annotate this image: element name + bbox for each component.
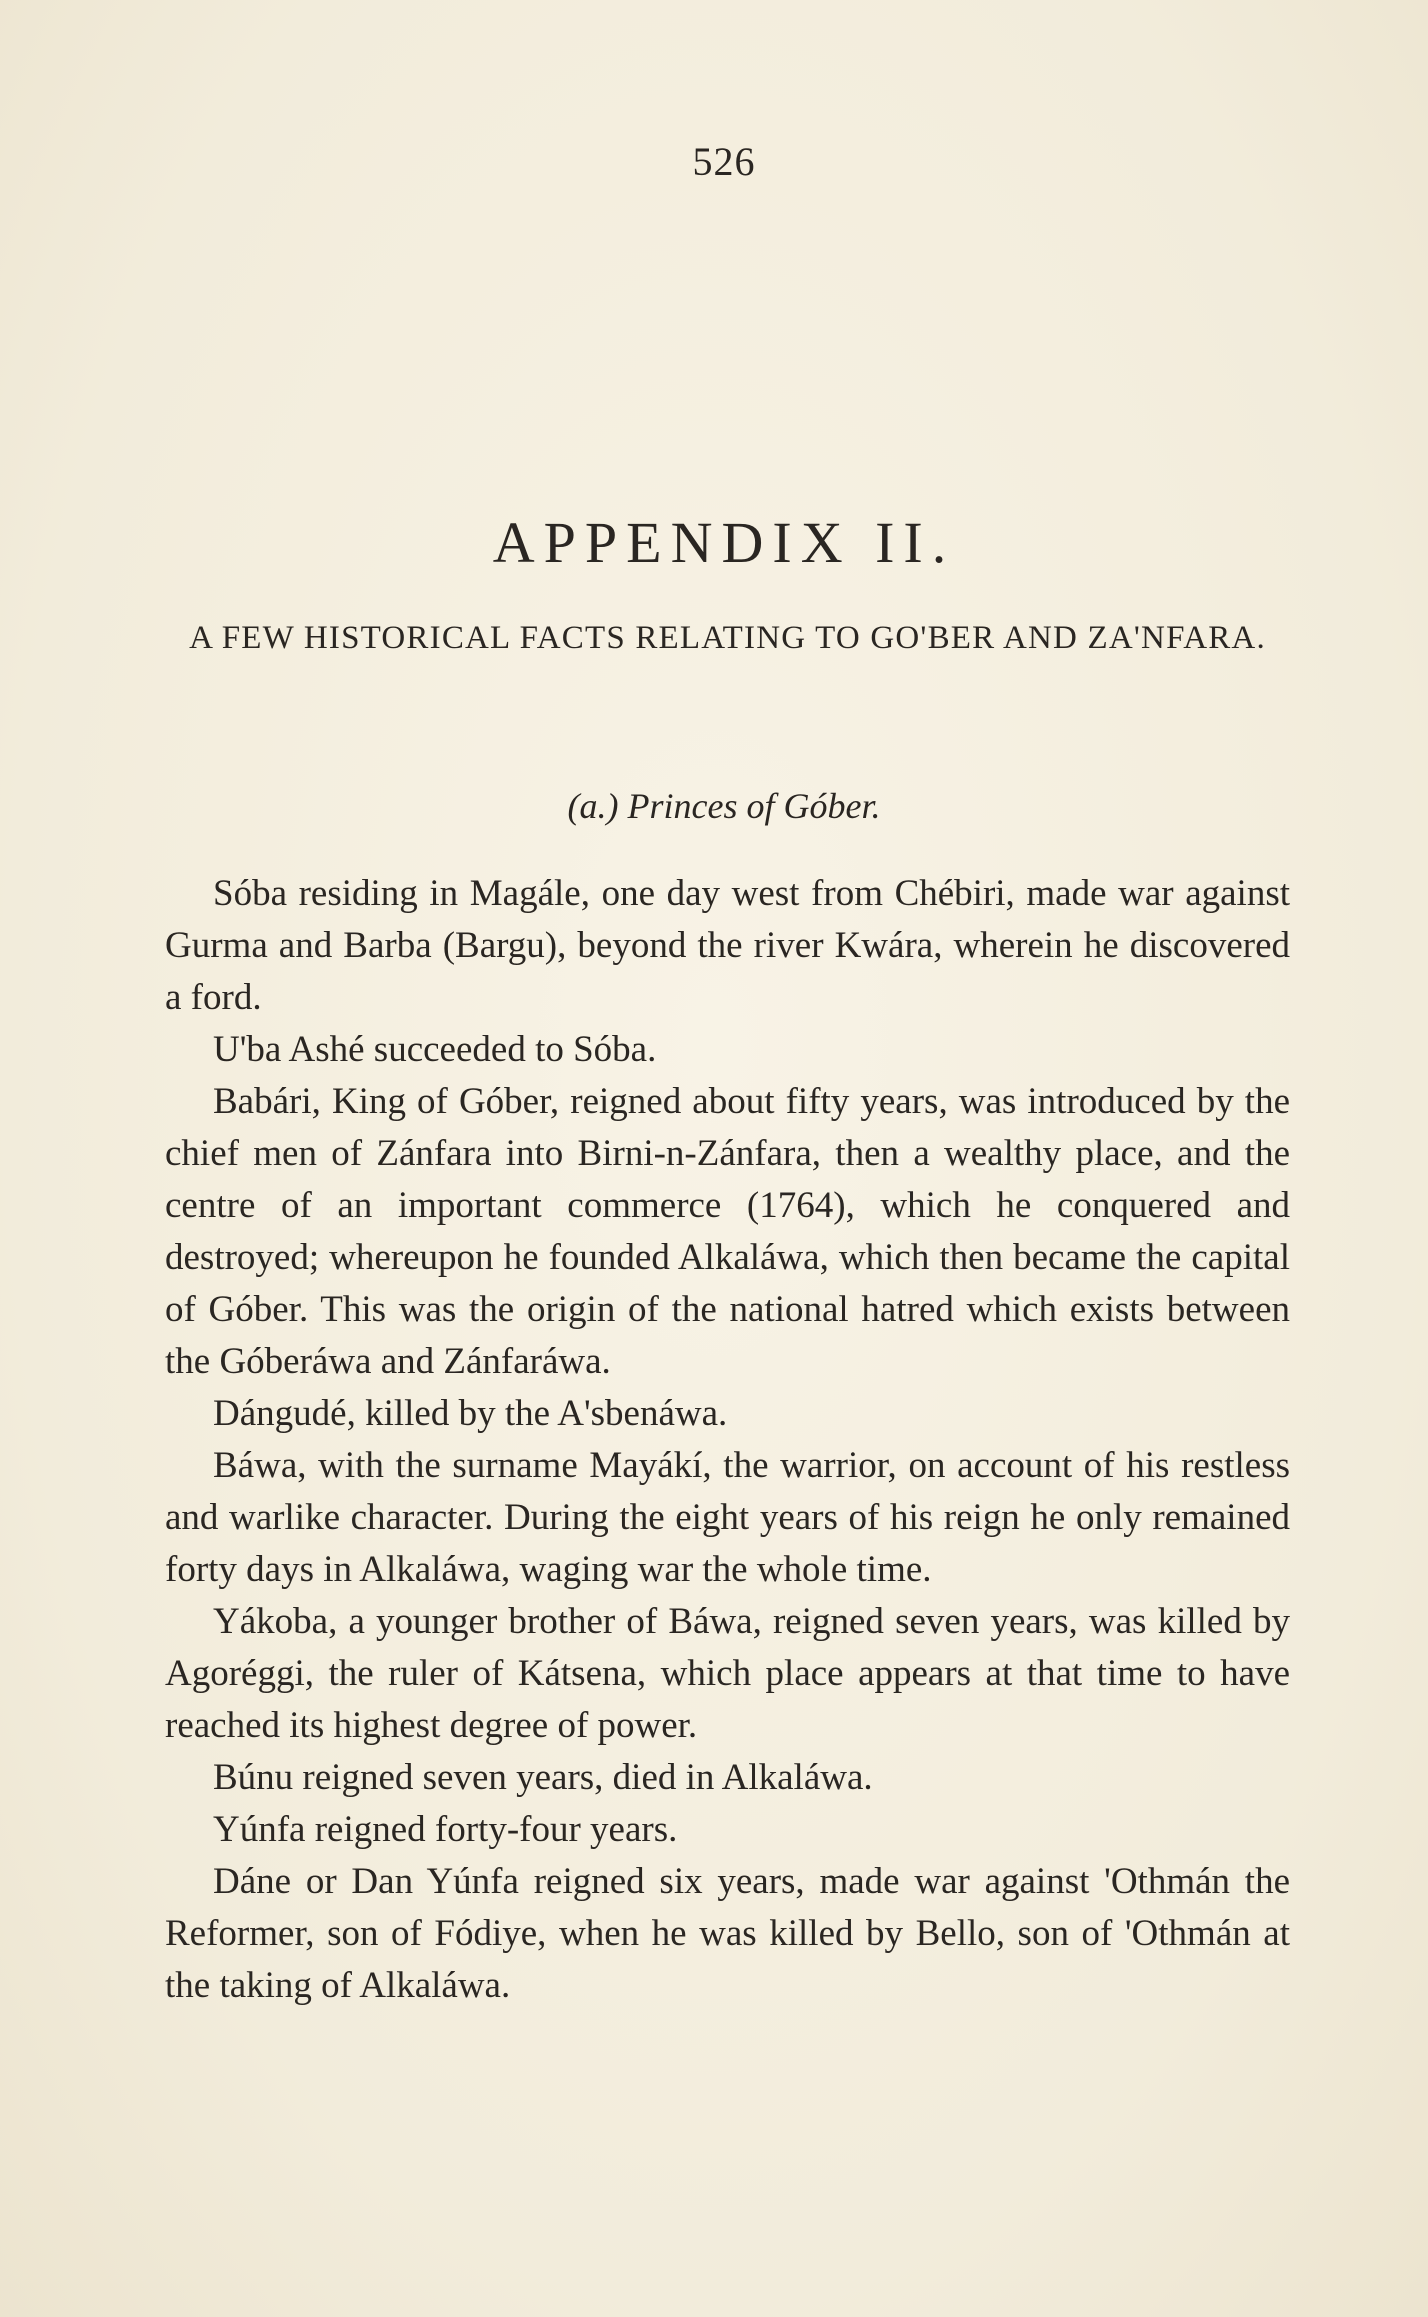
paragraph-yakoba: Yákoba, a younger brother of Báwa, reigned seven years, was killed by Agoréggi, the ruler of Kátsena, which place appears at that time to have reached its highest degree of power. [165,1601,1290,1746]
paragraph-dane: Dáne or Dan Yúnfa reigned six years, made war against 'Othmán the Reformer, son of Fódiye, when he was killed by Bello, son of 'Othmán at the taking of Alkaláwa. [165,1861,1290,2006]
section-heading: (a.) Princes of Góber. [567,786,881,826]
paragraph-babari: Babári, King of Góber, reigned about fifty years, was introduced by the chief men of Zánfara into Birni-n-Zánfara, then a wealthy place, and the centre of an important commerce (1764), which he conquered and destroyed; whereupon he founded Alkaláwa, which then became the capital of Góber. This was the origin of the national hatred which exists between the Góberáwa and Zánfaráwa. [165,1081,1290,1382]
paragraph-yunfa: Yúnfa reigned forty-four years. [213,1809,678,1850]
paragraph-uba-ashe: U'ba Ashé succeeded to Sóba. [213,1029,657,1070]
page-number: 526 [692,139,756,184]
appendix-title: APPENDIX II. [492,509,956,575]
paragraph-soba: Sóba residing in Magále, one day west from Chébiri, made war against Gurma and Barba (Bargu), beyond the river Kwára, wherein he discovered a ford. [165,873,1290,1018]
paragraph-bunu: Búnu reigned seven years, died in Alkaláwa. [213,1757,873,1798]
body-text [165,868,1290,2012]
paragraph-bawa: Báwa, with the surname Mayákí, the warrior, on account of his restless and warlike character. During the eight years of his reign he only remained forty days in Alkaláwa, waging war the whole time. [165,1445,1290,1590]
paragraph-dangude: Dángudé, killed by the A'sbenáwa. [213,1393,728,1434]
chapter-subtitle: A FEW HISTORICAL FACTS RELATING TO GO'BER AND ZA'NFARA. [189,620,1266,656]
